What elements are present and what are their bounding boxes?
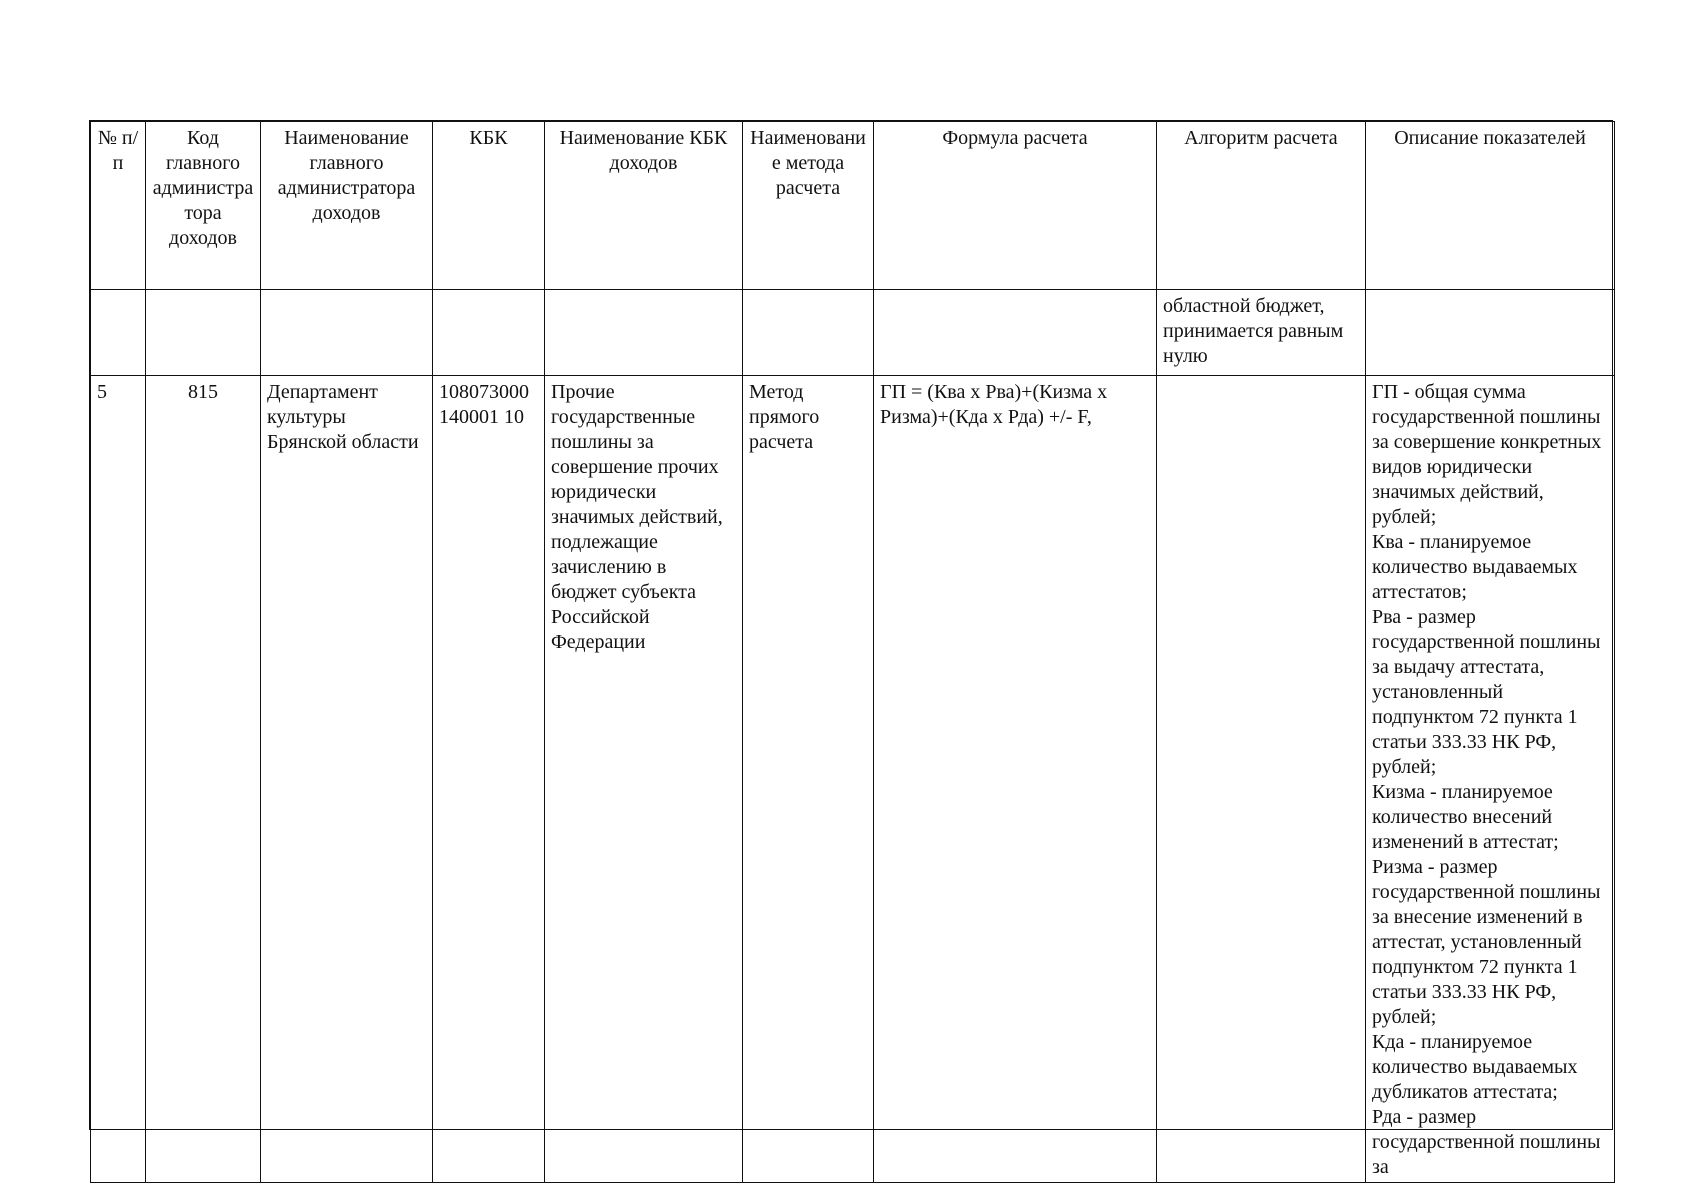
cont-cell-code: [146, 290, 261, 376]
header-admin-name: Наименование главного администратора доходов: [261, 122, 433, 290]
description-line: Кизма - планируемое количество внесений изменений в аттестат;: [1372, 781, 1559, 853]
description-line: Ква - планируемое количество выдаваемых аттестатов;: [1372, 531, 1578, 603]
cont-cell-formula: [874, 290, 1157, 376]
cell-kbk-name: Прочие государственные пошлины за совершение прочих юридически значимых действий, подлежащие зачислению в бюджет субъекта Российской Федерации: [545, 376, 743, 1183]
cont-cell-algorithm: областной бюджет, принимается равным нулю: [1157, 290, 1366, 376]
cont-cell-kbk-name: [545, 290, 743, 376]
cell-formula: ГП = (Ква х Рва)+(Кизма х Ризма)+(Кда х Рда) +/- F,: [874, 376, 1157, 1183]
cell-num: 5: [91, 376, 146, 1183]
description-line: Рва - размер государственной пошлины за выдачу аттестата, установленный подпунктом 72 пункта 1 статьи 333.33 НК РФ, рублей;: [1372, 606, 1601, 778]
cell-kbk: 108073000140001 10: [433, 376, 545, 1183]
header-formula: Формула расчета: [874, 122, 1157, 290]
header-kbk-name: Наименование КБК доходов: [545, 122, 743, 290]
header-description: Описание показателей: [1366, 122, 1615, 290]
header-row: [91, 122, 1615, 290]
description-line: Ризма - размер государственной пошлины за внесение изменений в аттестат, установленный подпунктом 72 пункта 1 статьи 333.33 НК РФ, рублей;: [1372, 856, 1601, 1028]
cell-description: [1366, 376, 1615, 1183]
header-code: Код главного администратора доходов: [146, 122, 261, 290]
description-line: ГП - общая сумма государственной пошлины за совершение конкретных видов юридически значимых действий, рублей;: [1372, 381, 1602, 528]
header-kbk: КБК: [433, 122, 545, 290]
description-line: Рда - размер государственной пошлины за: [1372, 1106, 1601, 1178]
description-line: Кда - планируемое количество выдаваемых дубликатов аттестата;: [1372, 1031, 1578, 1103]
continuation-row: [91, 290, 1615, 376]
revenue-calculation-table: [90, 121, 1615, 1183]
header-num: № п/п: [91, 122, 146, 290]
cont-cell-num: [91, 290, 146, 376]
cont-cell-description: [1366, 290, 1615, 376]
cont-cell-kbk: [433, 290, 545, 376]
revenue-table-container: [89, 120, 1613, 1178]
table-row: [91, 376, 1615, 1183]
cont-cell-admin-name: [261, 290, 433, 376]
cont-cell-method: [743, 290, 874, 376]
header-method: Наименование метода расчета: [743, 122, 874, 290]
cell-method: Метод прямого расчета: [743, 376, 874, 1183]
cell-code: 815: [146, 376, 261, 1183]
cell-algorithm: [1157, 376, 1366, 1183]
header-algorithm: Алгоритм расчета: [1157, 122, 1366, 290]
cell-admin-name: Департамент культуры Брянской области: [261, 376, 433, 1183]
